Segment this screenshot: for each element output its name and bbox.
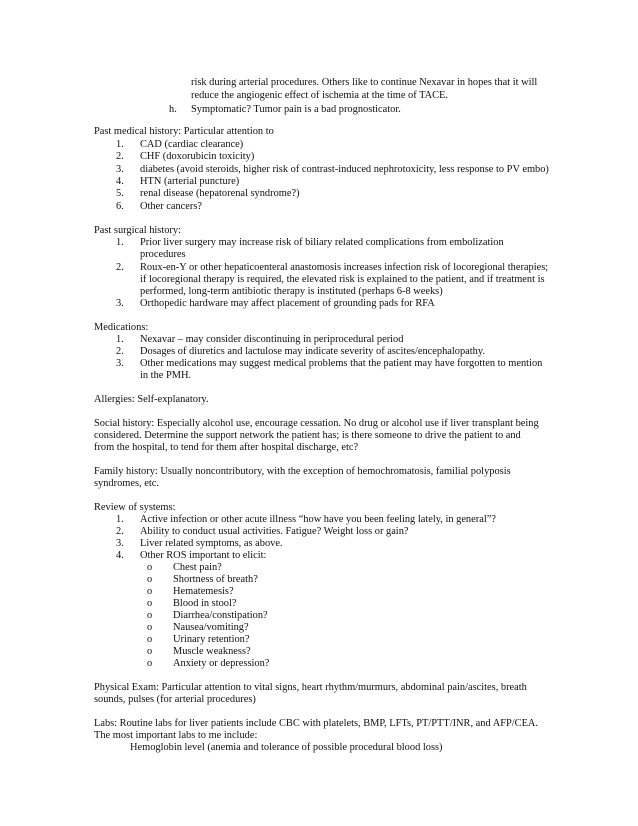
bullet-icon: o bbox=[147, 646, 153, 657]
list-item-text: Other medications may suggest medical problems that the patient may have forgotten to mention bbox=[140, 358, 543, 369]
sub-list-item-text: Chest pain? bbox=[173, 562, 222, 573]
list-item-text: Active infection or other acute illness “how have you been feeling lately, in general”? bbox=[140, 514, 496, 525]
list-item-text: CHF (doxorubicin toxicity) bbox=[140, 151, 255, 162]
labs-line: The most important labs to me include: bbox=[94, 730, 258, 741]
list-item bbox=[116, 550, 266, 562]
sub-list-item-text: Shortness of breath? bbox=[173, 574, 258, 585]
list-number: 1. bbox=[116, 237, 124, 248]
list-item-text: CAD (cardiac clearance) bbox=[140, 139, 244, 150]
list-number: 3. bbox=[116, 298, 124, 309]
list-item bbox=[116, 526, 409, 538]
section-heading-medications: Medications: bbox=[94, 322, 149, 333]
list-number: 3. bbox=[116, 164, 124, 175]
physical-exam-line: sounds, pulses (for arterial procedures) bbox=[94, 694, 256, 705]
section-heading-pmh: Past medical history: Particular attention to bbox=[94, 126, 274, 137]
list-item-text: Dosages of diuretics and lactulose may indicate severity of ascites/encephalopathy. bbox=[140, 346, 485, 357]
list-number: 5. bbox=[116, 188, 124, 199]
sub-list-item-text: Muscle weakness? bbox=[173, 646, 251, 657]
sub-list-item-text: Anxiety or depression? bbox=[173, 658, 270, 669]
sub-list-item bbox=[147, 622, 249, 634]
list-item-continuation: performed, long-term antibiotic therapy is instituted (perhaps 6-8 weeks) bbox=[140, 286, 443, 297]
bullet-icon: o bbox=[147, 610, 153, 621]
sub-list-item bbox=[147, 646, 251, 658]
sub-list-item bbox=[147, 610, 268, 622]
section-heading-ros: Review of systems: bbox=[94, 502, 176, 513]
list-number: 1. bbox=[116, 334, 124, 345]
sub-list-item bbox=[147, 562, 222, 574]
sub-list-item-text: Diarrhea/constipation? bbox=[173, 610, 268, 621]
list-item bbox=[116, 334, 403, 346]
list-number: 1. bbox=[116, 139, 124, 150]
social-history-line: from the hospital, to tend for them after hospital discharge, etc? bbox=[94, 442, 359, 453]
list-item-text: Symptomatic? Tumor pain is a bad prognosticator. bbox=[191, 104, 401, 115]
allergies-paragraph: Allergies: Self-explanatory. bbox=[94, 394, 209, 405]
sub-list-item bbox=[147, 658, 269, 670]
list-item bbox=[116, 151, 254, 163]
list-item bbox=[116, 346, 485, 358]
list-item-text: Roux-en-Y or other hepaticoenteral anastomosis increases infection risk of locoregional therapies; bbox=[140, 262, 549, 273]
list-item bbox=[116, 139, 243, 151]
sub-list-item bbox=[147, 574, 258, 586]
list-number: 3. bbox=[116, 538, 124, 549]
list-item bbox=[116, 164, 549, 176]
sub-list-item-text: Urinary retention? bbox=[173, 634, 250, 645]
list-number: 2. bbox=[116, 346, 124, 357]
sub-list-item-text: Nausea/vomiting? bbox=[173, 622, 249, 633]
social-history-line: Social history: Especially alcohol use, encourage cessation. No drug or alcohol use if liver transplant being bbox=[94, 418, 539, 429]
list-number: 2. bbox=[116, 262, 124, 273]
list-item bbox=[116, 176, 239, 188]
list-number: 6. bbox=[116, 201, 124, 212]
list-item bbox=[116, 237, 504, 249]
sub-list-item bbox=[147, 586, 234, 598]
sub-list-item bbox=[147, 634, 249, 646]
list-item-text: Liver related symptoms, as above. bbox=[140, 538, 283, 549]
bullet-icon: o bbox=[147, 634, 153, 645]
list-item-continuation: if locoregional therapy is required, the elevated risk is explained to the patient, and if treatment is bbox=[140, 274, 545, 285]
labs-line: Labs: Routine labs for liver patients include CBC with platelets, BMP, LFTs, PT/PTT/INR, and AFP/CEA. bbox=[94, 718, 539, 729]
list-item bbox=[116, 298, 435, 310]
physical-exam-line: Physical Exam: Particular attention to vital signs, heart rhythm/murmurs, abdominal pain/ascites, breath bbox=[94, 682, 527, 693]
family-history-line: syndromes, etc. bbox=[94, 478, 159, 489]
bullet-icon: o bbox=[147, 622, 153, 633]
list-item-text: Other ROS important to elicit: bbox=[140, 550, 267, 561]
list-item-text: diabetes (avoid steroids, higher risk of contrast-induced nephrotoxicity, less response to PV embo) bbox=[140, 164, 549, 175]
list-marker: h. bbox=[169, 104, 177, 115]
list-item bbox=[116, 538, 283, 550]
list-item bbox=[116, 514, 496, 526]
continued-text-line: risk during arterial procedures. Others like to continue Nexavar in hopes that it will bbox=[191, 77, 538, 88]
family-history-line: Family history: Usually noncontributory, with the exception of hemochromatosis, familial polyposis bbox=[94, 466, 511, 477]
bullet-icon: o bbox=[147, 658, 153, 669]
list-number: 4. bbox=[116, 550, 124, 561]
list-number: 2. bbox=[116, 151, 124, 162]
list-number: 3. bbox=[116, 358, 124, 369]
social-history-line: considered. Determine the support network the patient has; is there someone to drive the patient to and bbox=[94, 430, 521, 441]
list-item-text: Nexavar – may consider discontinuing in periprocedural period bbox=[140, 334, 404, 345]
list-item-continuation: procedures bbox=[140, 249, 186, 260]
bullet-icon: o bbox=[147, 586, 153, 597]
list-item-text: Prior liver surgery may increase risk of biliary related complications from embolization bbox=[140, 237, 504, 248]
bullet-icon: o bbox=[147, 574, 153, 585]
list-item-text: Orthopedic hardware may affect placement of grounding pads for RFA bbox=[140, 298, 435, 309]
bullet-icon: o bbox=[147, 562, 153, 573]
section-heading-psh: Past surgical history: bbox=[94, 225, 181, 236]
list-number: 4. bbox=[116, 176, 124, 187]
sub-list-item bbox=[147, 598, 237, 610]
list-item-text: Other cancers? bbox=[140, 201, 203, 212]
list-item bbox=[116, 201, 202, 213]
list-item-text: Ability to conduct usual activities. Fatigue? Weight loss or gain? bbox=[140, 526, 409, 537]
list-item-h bbox=[169, 104, 401, 116]
list-item bbox=[116, 188, 300, 200]
list-item-text: HTN (arterial puncture) bbox=[140, 176, 240, 187]
list-number: 2. bbox=[116, 526, 124, 537]
continued-text-line: reduce the angiogenic effect of ischemia at the time of TACE. bbox=[191, 90, 449, 101]
sub-list-item-text: Hematemesis? bbox=[173, 586, 234, 597]
list-number: 1. bbox=[116, 514, 124, 525]
list-item bbox=[116, 262, 548, 274]
list-item bbox=[116, 358, 542, 370]
list-item-continuation: in the PMH. bbox=[140, 370, 192, 381]
labs-line-indented: Hemoglobin level (anemia and tolerance of possible procedural blood loss) bbox=[130, 742, 443, 753]
list-item-text: renal disease (hepatorenal syndrome?) bbox=[140, 188, 300, 199]
bullet-icon: o bbox=[147, 598, 153, 609]
sub-list-item-text: Blood in stool? bbox=[173, 598, 237, 609]
